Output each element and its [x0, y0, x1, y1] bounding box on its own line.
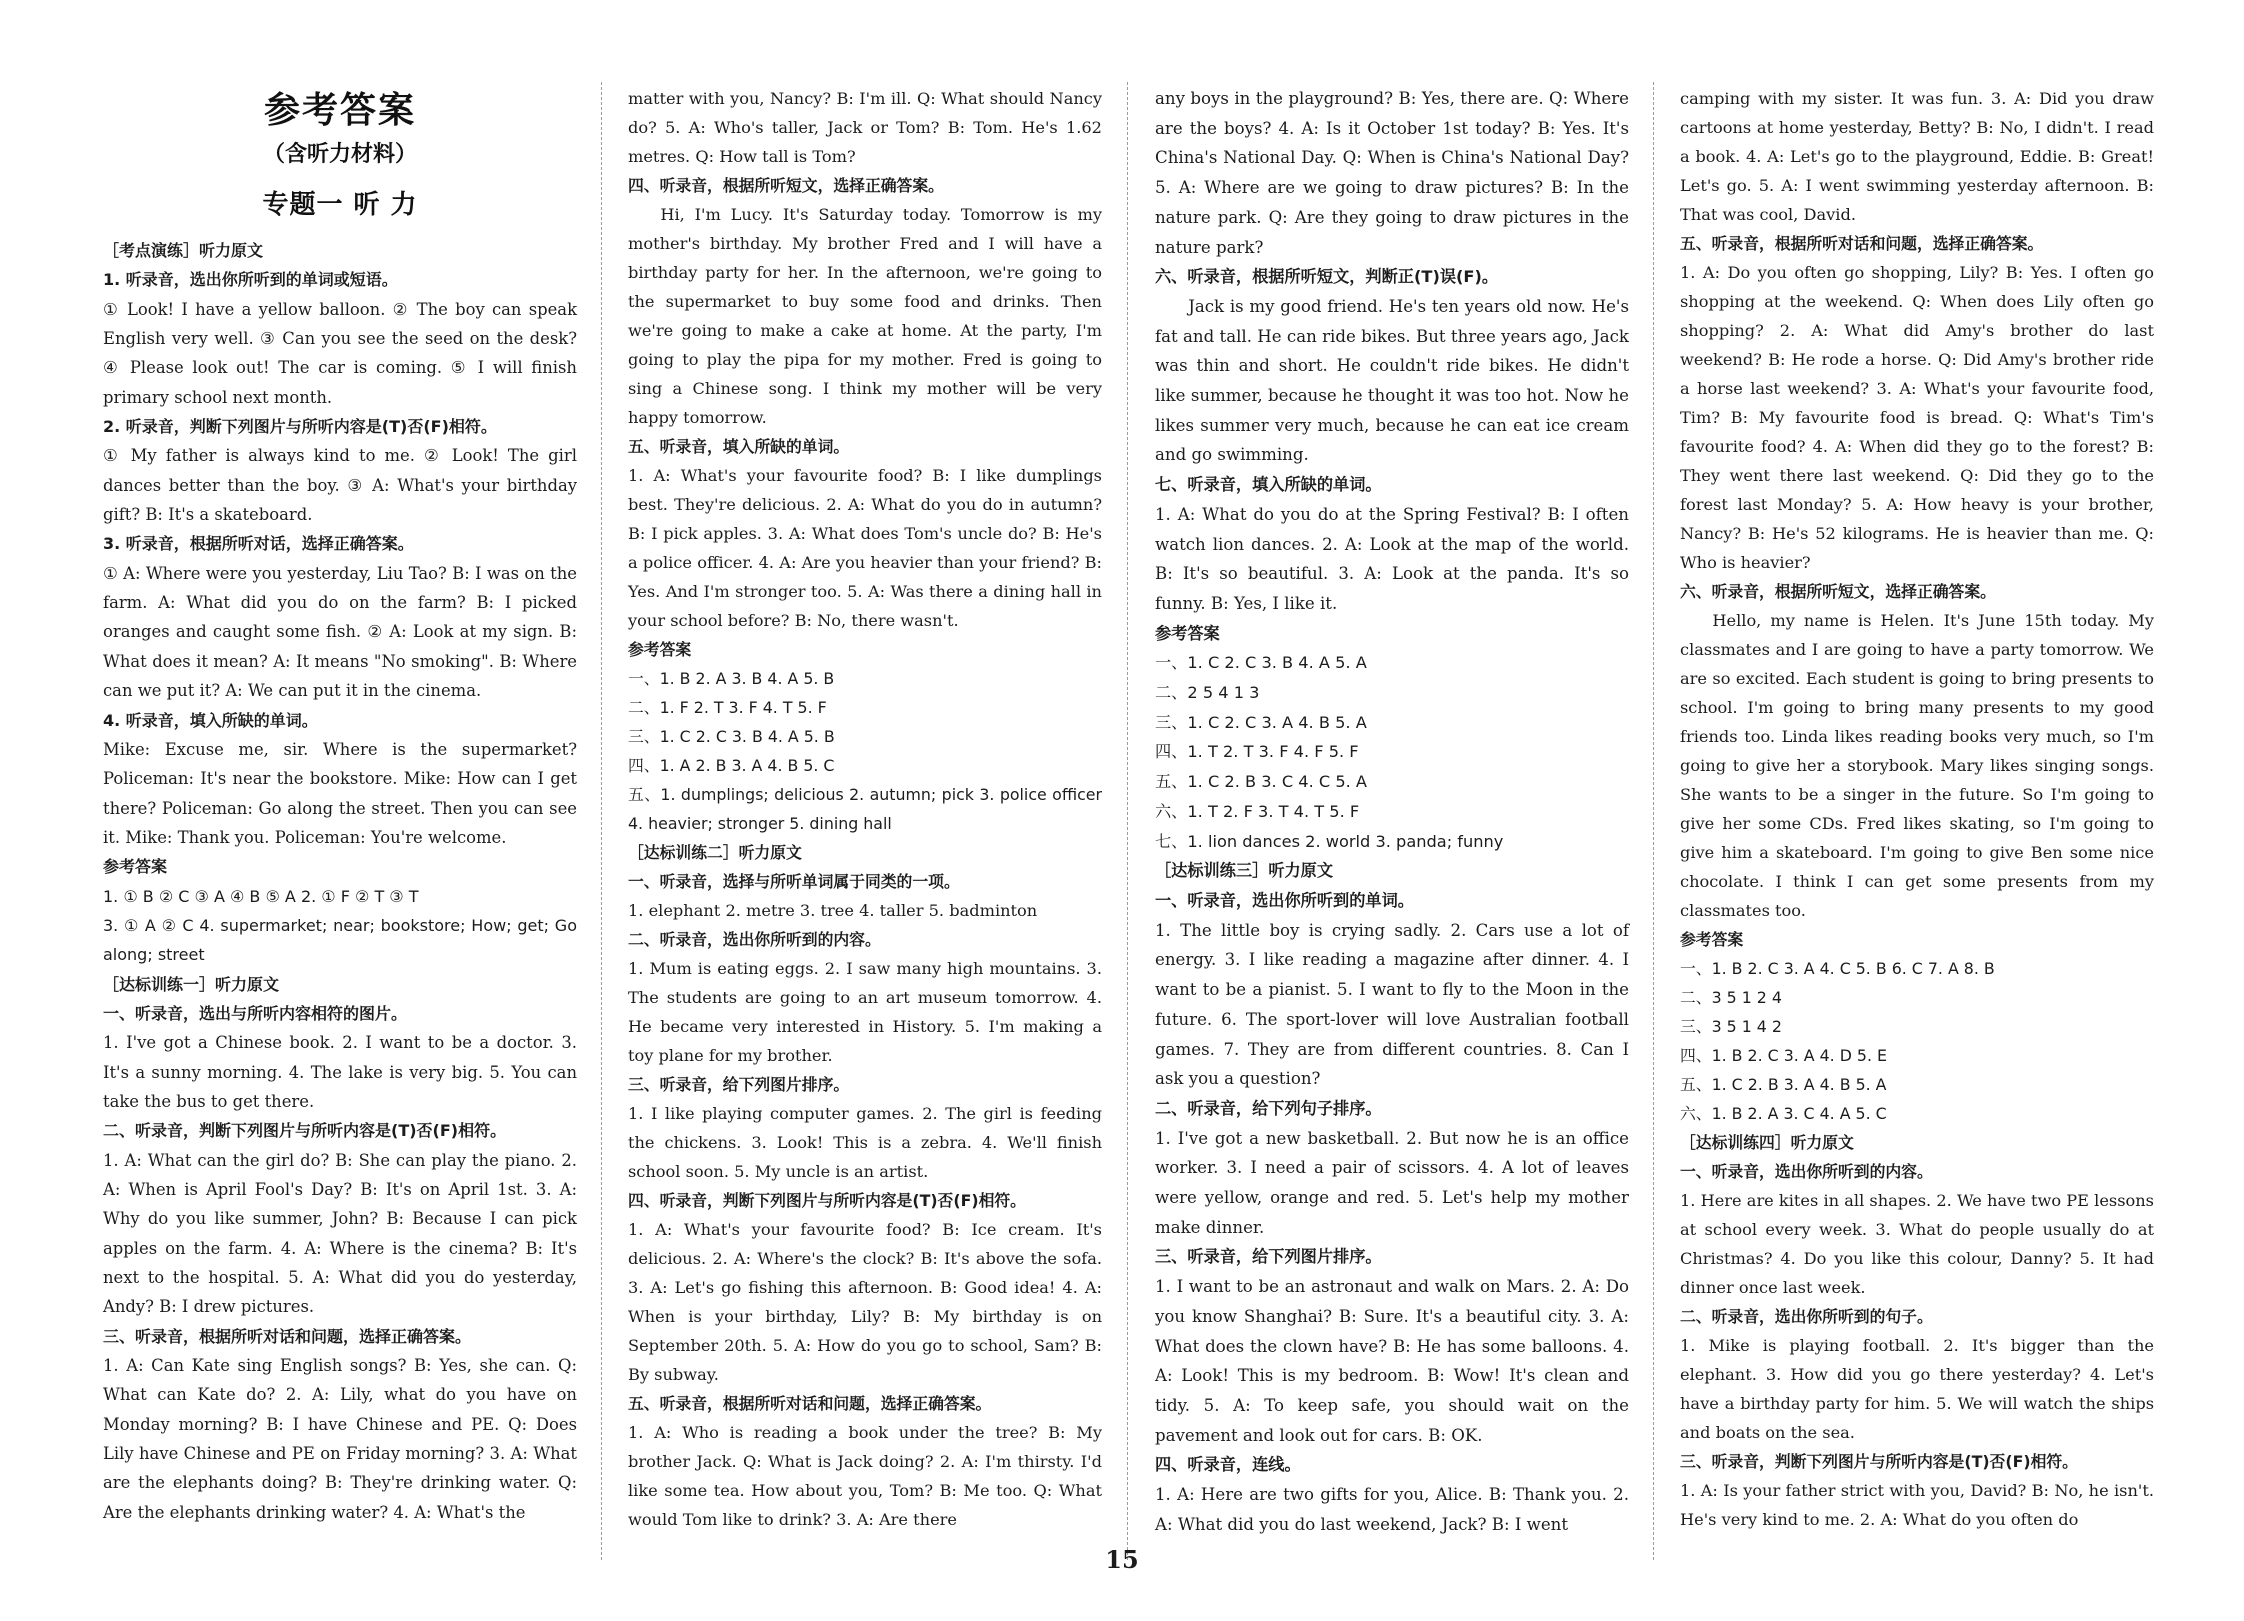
part-heading: 六、听录音，根据所听短文，判断正(T)误(F)。 [1155, 267, 1499, 287]
page-title: 参考答案 [263, 90, 416, 131]
transcript: any boys in the playground? B: Yes, there are. Q: Where are the boys? 4. A: Is it October 1st today? B: Yes. It's China's National Day. Q: When is China's National Day? 5. A: Where are we going to draw pictures? B: In the nature park. Q: Are they going to draw pictures in the nature park? [1155, 89, 1629, 257]
transcript-passage: Jack is my good friend. He's ten years old now. He's fat and tall. He can ride bikes. But three years ago, Jack was thin and short. He couldn't ride bikes. He didn't like summer, because he thought it was too hot. Now he likes summer very much, because he can eat ice cream and go swimming. [1155, 296, 1629, 465]
answer-line: 3. ① A ② C 4. supermarket; near; bookstore; How; get; Go along; street [103, 915, 577, 965]
section-heading: ［达标训练一］听力原文 [103, 974, 280, 994]
answer-line: 一、1. B 2. C 3. A 4. C 5. B 6. C 7. A 8. B [1680, 959, 1995, 978]
part-heading: 五、听录音，根据所听对话和问题，选择正确答案。 [628, 1394, 992, 1413]
part-heading: 二、听录音，判断下列图片与所听内容是(T)否(F)相符。 [103, 1121, 507, 1141]
page-subtitle: （含听力材料） [262, 142, 417, 167]
transcript: 1. A: What can the girl do? B: She can play the piano. 2. A: When is April Fool's Day? B: It's on April 1st. 3. A: Why do you like summer, John? B: Because I can pick apples on the farm. 4. A: Where is the cinema? B: It's next to the hospital. 5. A: What did you do yesterday, Andy? B: I drew pictures. [103, 1150, 577, 1317]
answer-line: 一、1. C 2. C 3. B 4. A 5. A [1155, 653, 1367, 673]
question-heading: 4. 听录音，填入所缺的单词。 [103, 710, 318, 730]
answer-line: 四、1. T 2. T 3. F 4. F 5. F [1155, 742, 1359, 762]
transcript-passage: Hello, my name is Helen. It's June 15th today. My classmates and I are going to have a party tomorrow. We are so excited. Each student is going to bring presents to school. I'm going to bring many presents to my good friends too. Linda likes reading books very much, so I'm going to give her a storybook. Mary likes singing songs. She wants to be a singer in the future. So I'm going to give her some CDs. Fred likes skating, so I'm going to give him a skateboard. I'm going to give Ben some nice chocolate. I think I can get some presents from my classmates too. [1680, 611, 2154, 920]
part-heading: 四、听录音，连线。 [1155, 1455, 1301, 1475]
part-heading: 一、听录音，选出与所听内容相符的图片。 [103, 1003, 408, 1023]
part-heading: 六、听录音，根据所听短文，选择正确答案。 [1680, 582, 1996, 601]
transcript: 1. A: Here are two gifts for you, Alice. B: Thank you. 2. A: What did you do last weekend, Jack? B: I went [1155, 1485, 1629, 1534]
transcript: 1. A: Is your father strict with you, David? B: No, he isn't. He's very kind to me. 2. A: What do you often do [1680, 1481, 2154, 1529]
answer-line: 五、1. C 2. B 3. C 4. C 5. A [1155, 772, 1367, 792]
column-divider [601, 82, 602, 1560]
part-heading: 五、听录音，填入所缺的单词。 [628, 437, 850, 456]
part-heading: 二、听录音，选出你所听到的内容。 [628, 930, 881, 949]
answer-line: 四、1. B 2. C 3. A 4. D 5. E [1680, 1046, 1887, 1065]
part-heading: 三、听录音，判断下列图片与所听内容是(T)否(F)相符。 [1680, 1452, 2078, 1471]
column-divider [1127, 82, 1128, 1560]
answer-line: 五、1. C 2. B 3. A 4. B 5. A [1680, 1075, 1887, 1094]
part-heading: 三、听录音，根据所听对话和问题，选择正确答案。 [103, 1326, 472, 1346]
answer-line: 二、1. F 2. T 3. F 4. T 5. F [628, 698, 827, 717]
transcript: matter with you, Nancy? B: I'm ill. Q: What should Nancy do? 5. A: Who's taller, Jack or Tom? B: Tom. He's 1.62 metres. Q: How tall is Tom? [628, 89, 1102, 166]
transcript: 1. A: What's your favourite food? B: Ice cream. It's delicious. 2. A: Where's the clock? B: It's above the sofa. 3. A: Let's go fishing this afternoon. B: Good idea! 4. A: When is your birthday, Lily? B: My birthday is on September 20th. 5. A: How do you go to school, Sam? B: By subway. [628, 1220, 1102, 1384]
transcript: 1. elephant 2. metre 3. tree 4. taller 5. badminton [628, 901, 1038, 920]
transcript: 1. I've got a Chinese book. 2. I want to be a doctor. 3. It's a sunny morning. 4. The lake is very big. 5. You can take the bus to get there. [103, 1033, 577, 1111]
answer-line: 一、1. B 2. A 3. B 4. A 5. B [628, 669, 835, 688]
answers-heading: 参考答案 [1155, 623, 1220, 643]
transcript: 1. Mike is playing football. 2. It's bigger than the elephant. 3. How did you go there yesterday? 4. Let's have a birthday party for him. 5. We will watch the ships and boats on the sea. [1680, 1336, 2154, 1442]
part-heading: 四、听录音，判断下列图片与所听内容是(T)否(F)相符。 [628, 1191, 1026, 1210]
column-4 [1680, 84, 2154, 1534]
answers-heading: 参考答案 [1680, 930, 1744, 949]
answer-line: 二、2 5 4 1 3 [1155, 683, 1260, 703]
title-block [103, 84, 577, 230]
unit-title: 专题一 听 力 [262, 190, 418, 220]
part-heading: 三、听录音，给下列图片排序。 [1155, 1247, 1382, 1267]
transcript: ① Look! I have a yellow balloon. ② The boy can speak English very well. ③ Can you see the seed on the desk? ④ Please look out! The car is coming. ⑤ I will finish primary school next month. [103, 299, 577, 407]
section-heading: ［达标训练四］听力原文 [1680, 1133, 1854, 1152]
answer-line: 三、1. C 2. C 3. B 4. A 5. B [628, 727, 835, 746]
part-heading: 七、听录音，填入所缺的单词。 [1155, 475, 1382, 495]
transcript: Mike: Excuse me, sir. Where is the supermarket? Policeman: It's near the bookstore. Mike: How can I get there? Policeman: Go along the street. Then you can see it. Mike: Thank you. Policeman: You're welcome. [103, 739, 577, 847]
part-heading: 五、听录音，根据所听对话和问题，选择正确答案。 [1680, 234, 2044, 253]
answers-heading: 参考答案 [103, 857, 168, 877]
answer-line: 三、3 5 1 4 2 [1680, 1017, 1782, 1036]
page-number: 15 [1105, 1545, 1139, 1574]
answer-line: 1. ① B ② C ③ A ④ B ⑤ A 2. ① F ② T ③ T [103, 886, 419, 906]
transcript: ① My father is always kind to me. ② Look! The girl dances better than the boy. ③ A: What's your birthday gift? B: It's a skateboard. [103, 446, 577, 525]
part-heading: 二、听录音，给下列句子排序。 [1155, 1098, 1382, 1118]
column-2 [628, 84, 1102, 1534]
section-heading: ［考点演练］听力原文 [103, 241, 264, 260]
transcript: 1. Mum is eating eggs. 2. I saw many high mountains. 3. The students are going to an art museum tomorrow. 4. He became very interested in History. 5. I'm making a toy plane for my brother. [628, 959, 1102, 1065]
transcript: 1. Here are kites in all shapes. 2. We have two PE lessons at school every week. 3. What do people usually do at Christmas? 4. Do you like this colour, Danny? 5. It had dinner once last week. [1680, 1191, 2154, 1297]
transcript: 1. A: Who is reading a book under the tree? B: My brother Jack. Q: What is Jack doing? 2. A: I'm thirsty. I'd like some tea. How about you, Tom? B: Me too. Q: What would Tom like to drink? 3. A: Are there [628, 1423, 1102, 1529]
transcript: 1. A: Do you often go shopping, Lily? B: Yes. I often go shopping at the weekend. Q: When does Lily often go shopping? 2. A: What did Amy's brother do last weekend? B: He rode a horse. Q: Did Amy's brother ride a horse last weekend? 3. A: What's your favourite food, Tim? B: My favourite food is bread. Q: What's Tim's favourite food? 4. A: When did they go to the forest? B: They went there last weekend. Q: Did they go to the forest last Monday? 5. A: How heavy is your brother, Nancy? B: He's 52 kilograms. He is heavier than me. Q: Who is heavier? [1680, 263, 2154, 572]
answer-line: 六、1. B 2. A 3. C 4. A 5. C [1680, 1104, 1887, 1123]
transcript: 1. I want to be an astronaut and walk on Mars. 2. A: Do you know Shanghai? B: Sure. It's a beautiful city. 3. A: What does the clown have? B: He has some balloons. 4. A: Look! This is my bedroom. B: Wow! It's clean and tidy. 5. A: To keep safe, you should wait on the pavement and look out for cars. B: OK. [1155, 1277, 1629, 1445]
transcript: 1. I've got a new basketball. 2. But now he is an office worker. 3. I need a pair of scissors. 4. A lot of leaves were yellow, orange and red. 5. Let's help my mother make dinner. [1155, 1128, 1629, 1237]
section-heading: ［达标训练三］听力原文 [1155, 861, 1334, 881]
answer-line: 七、1. lion dances 2. world 3. panda; funny [1155, 831, 1504, 851]
part-heading: 一、听录音，选择与所听单词属于同类的一项。 [628, 872, 960, 891]
transcript: camping with my sister. It was fun. 3. A: Did you draw cartoons at home yesterday, Betty? B: No, I didn't. I read a book. 4. A: Let's go to the playground, Eddie. B: Great! Let's go. 5. A: I went swimming yesterday afternoon. B: That was cool, David. [1680, 89, 2154, 224]
column-1 [103, 84, 577, 1527]
answer-line: 二、3 5 1 2 4 [1680, 988, 1782, 1007]
question-heading: 2. 听录音，判断下列图片与所听内容是(T)否(F)相符。 [103, 417, 497, 437]
part-heading: 一、听录音，选出你所听到的内容。 [1680, 1162, 1933, 1181]
section-heading: ［达标训练二］听力原文 [628, 843, 802, 862]
part-heading: 四、听录音，根据所听短文，选择正确答案。 [628, 176, 944, 195]
part-heading: 一、听录音，选出你所听到的单词。 [1155, 890, 1414, 910]
transcript: 1. A: What do you do at the Spring Festival? B: I often watch lion dances. 2. A: Look at the map of the world. B: It's so beautiful. 3. A: Look at the panda. It's so funny. B: Yes, I like it. [1155, 504, 1629, 613]
part-heading: 二、听录音，选出你所听到的句子。 [1680, 1307, 1933, 1326]
transcript: ① A: Where were you yesterday, Liu Tao? B: I was on the farm. A: What did you do on the farm? B: I picked oranges and caught some fish. ② A: Look at my sign. B: What does it mean? A: It means "No smoking". B: Where can we put it? A: We can put it in the cinema. [103, 563, 577, 701]
answer-line: 五、1. dumplings; delicious 2. autumn; pick 3. police officer 4. heavier; stronger 5. dining hall [628, 785, 1102, 833]
answer-line: 四、1. A 2. B 3. A 4. B 5. C [628, 756, 835, 775]
answer-line: 三、1. C 2. C 3. A 4. B 5. A [1155, 712, 1367, 732]
question-heading: 3. 听录音，根据所听对话，选择正确答案。 [103, 534, 414, 554]
transcript: 1. The little boy is crying sadly. 2. Cars use a lot of energy. 3. I like reading a magazine after dinner. 4. I want to be a pianist. 5. I want to fly to the Moon in the future. 6. The sport-lover will love Australian football games. 7. They are from different countries. 8. Can I ask you a question? [1155, 920, 1629, 1089]
part-heading: 三、听录音，给下列图片排序。 [628, 1075, 850, 1094]
transcript: 1. I like playing computer games. 2. The girl is feeding the chickens. 3. Look! This is a zebra. 4. We'll finish school soon. 5. My uncle is an artist. [628, 1104, 1102, 1181]
column-divider [1653, 82, 1654, 1560]
answer-line: 六、1. T 2. F 3. T 4. T 5. F [1155, 801, 1360, 821]
answers-heading: 参考答案 [628, 640, 692, 659]
question-heading: 1. 听录音，选出你所听到的单词或短语。 [103, 270, 398, 290]
transcript: 1. A: What's your favourite food? B: I like dumplings best. They're delicious. 2. A: What do you do in autumn? B: I pick apples. 3. A: What does Tom's uncle do? B: He's a police officer. 4. A: Are you heavier than your friend? B: Yes. And I'm stronger too. 5. A: Was there a dining hall in your school before? B: No, there wasn't. [628, 466, 1102, 630]
transcript-passage: Hi, I'm Lucy. It's Saturday today. Tomorrow is my mother's birthday. My brother Fred and I will have a birthday party for her. In the afternoon, we're going to the supermarket to buy some food and drinks. Then we're going to make a cake at home. At the party, I'm going to play the pipa for my mother. Fred is going to sing a Chinese song. I think my mother will be very happy tomorrow. [628, 205, 1102, 427]
column-3 [1155, 84, 1629, 1539]
transcript: 1. A: Can Kate sing English songs? B: Yes, she can. Q: What can Kate do? 2. A: Lily, what do you have on Monday morning? B: I have Chinese and PE. Q: Does Lily have Chinese and PE on Friday morning? 3. A: What are the elephants doing? B: They're drinking water. Q: Are the elephants drinking water? 4. A: What's the [103, 1356, 577, 1522]
